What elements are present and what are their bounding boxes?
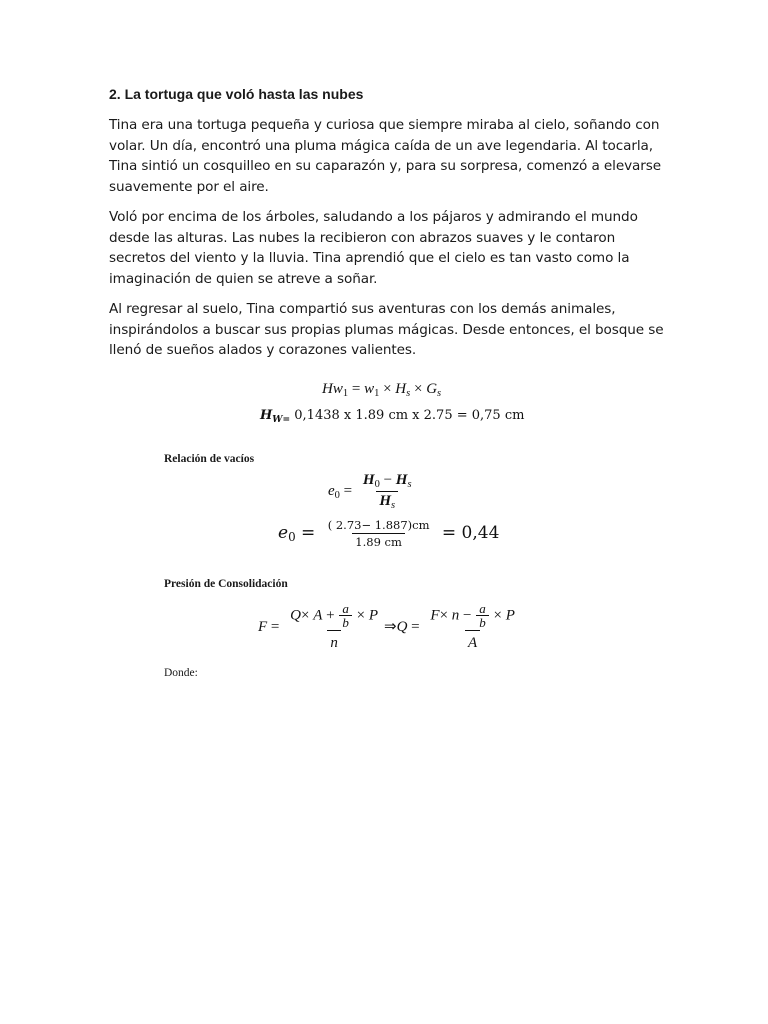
e0-formula: $e_0$ = $\frac{H_0 - H_s}{H_s}$: [328, 472, 419, 511]
section-relacion-vacios: Relación de vacíos: [164, 453, 255, 465]
q-fraction: F× n − $\frac{a}{b}$ × P A: [430, 601, 515, 651]
q-formula: ⇒Q = F× n − $\frac{a}{b}$ × P A: [384, 603, 522, 652]
f-fraction: Q× A + $\frac{a}{b}$ × P n: [290, 601, 378, 651]
story-paragraph-2: Voló por encima de los árboles, saludando a los pájaros y admirando el mundo desde las alturas. Las nubes la recibieron con abrazos suaves y le contaron secretos del viento y la lluvia. Tina aprendió que el cielo es tan vasto como la imaginación de quien se atreve a soñar.: [109, 209, 638, 287]
e0-numerator: ( 2.73− 1.887)cm: [327, 518, 430, 532]
f-formula: F = Q× A + $\frac{a}{b}$ × P n: [258, 603, 385, 652]
e0-denominator: 1.89 cm: [352, 533, 405, 549]
hw-formula: $Hw_1 = w_1 \times H_s \times G_s$: [322, 381, 442, 399]
story-heading: 2. La tortuga que voló hasta las nubes: [109, 86, 364, 102]
donde-label: Donde:: [164, 667, 198, 679]
e0-fraction: $\frac{H_0 - H_s}{H_s}$: [362, 472, 412, 511]
e0-calc-fraction: [325, 518, 433, 549]
hw-calculation-value: 0,1438 x 1.89 cm x 2.75 = 0,75 cm: [294, 408, 525, 423]
section-presion-consolidacion: Presión de Consolidación: [164, 578, 288, 590]
e0-calculation: $e_0$ = $\frac{( 2.73- 1.887)cm}{1.89 cm}$ = 0,44: [278, 518, 500, 549]
e0-result: = 0,44: [441, 523, 500, 543]
hw-calculation: $H_{W=}$ 0,1438 x 1.89 cm x 2.75 = 0,75 cm: [260, 408, 525, 425]
story-paragraph-3: Al regresar al suelo, Tina compartió sus aventuras con los demás animales, inspirándolos a buscar sus propias plumas mágicas. Desde entonces, el bosque se llenó de sueños alados y corazones valientes.: [109, 301, 664, 359]
story-paragraph-1: Tina era una tortuga pequeña y curiosa que siempre miraba al cielo, soñando con volar. Un día, encontró una pluma mágica caída de un ave legendaria. Al tocarla, Tina sintió un cosquilleo en su caparazón y, para su sorpresa, comenzó a elevarse suavemente por el aire.: [109, 117, 662, 195]
